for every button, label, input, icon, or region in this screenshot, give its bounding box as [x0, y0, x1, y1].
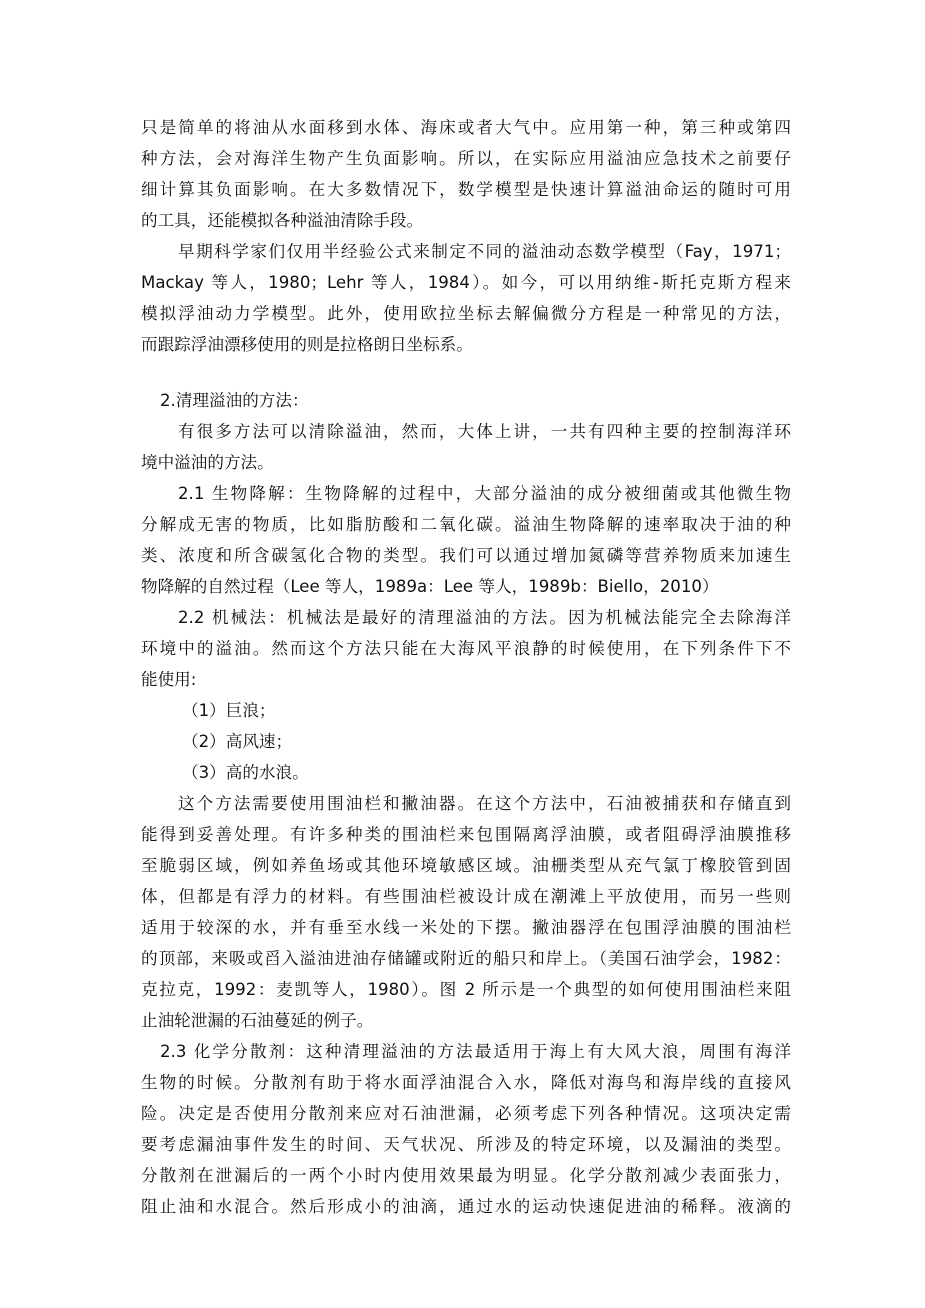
text-line: 阻止油和水混合。然后形成小的油滴，通过水的运动快速促进油的稀释。液滴的 [141, 1197, 791, 1216]
text-line: 止油轮泄漏的石油蔓延的例子。 [141, 1011, 374, 1030]
text-line: 境中溢油的方法。 [141, 453, 274, 472]
text-line: 分解成无害的物质，比如脂肪酸和二氧化碳。溢油生物降解的速率取决于油的种 [141, 515, 791, 534]
text-line: 只是简单的将油从水面移到水体、海床或者大气中。应用第一种，第三种或第四 [141, 118, 791, 137]
list-item: （3）高的水浪。 [182, 763, 309, 782]
text-line: 的工具，还能模拟各种溢油清除手段。 [141, 211, 424, 230]
section-heading: 2.清理溢油的方法： [160, 391, 309, 410]
text-line: 2.1 生物降解：生物降解的过程中，大部分溢油的成分被细菌或其他微生物 [178, 484, 791, 503]
text-line: 2.3 化学分散剂：这种清理溢油的方法最适用于海上有大风大浪，周围有海洋 [160, 1042, 791, 1061]
text-line: Mackay 等人，1980；Lehr 等人，1984）。如今，可以用纳维-斯托克斯方程来 [141, 273, 791, 292]
text-line: 类、浓度和所含碳氢化合物的类型。我们可以通过增加氮磷等营养物质来加速生 [141, 546, 791, 565]
text-line: 克拉克，1992：麦凯等人，1980）。图 2 所示是一个典型的如何使用围油栏来阻 [141, 980, 791, 999]
text-line: 的顶部，来吸或舀入溢油进油存储罐或附近的船只和岸上。（美国石油学会，1982： [141, 949, 791, 968]
text-line: 细计算其负面影响。在大多数情况下，数学模型是快速计算溢油命运的随时可用 [141, 180, 791, 199]
list-item: （1）巨浪； [182, 701, 276, 720]
list-item: （2）高风速； [182, 732, 293, 751]
text-line: 模拟浮油动力学模型。此外，使用欧拉坐标去解偏微分方程是一种常见的方法， [141, 304, 791, 323]
text-line: 至脆弱区域，例如养鱼场或其他环境敏感区域。油栅类型从充气氯丁橡胶管到固 [141, 856, 791, 875]
text-line: 能得到妥善处理。有许多种类的围油栏来包围隔离浮油膜，或者阻碍浮油膜推移 [141, 825, 791, 844]
text-line: 适用于较深的水，并有垂至水线一米处的下摆。撇油器浮在包围浮油膜的围油栏 [141, 918, 791, 937]
text-line: 能使用: [141, 670, 197, 689]
text-line: 环境中的溢油。然而这个方法只能在大海风平浪静的时候使用，在下列条件下不 [141, 639, 791, 658]
text-line: 要考虑漏油事件发生的时间、天气状况、所涉及的特定环境，以及漏油的类型。 [141, 1135, 791, 1154]
text-line: 而跟踪浮油漂移使用的则是拉格朗日坐标系。 [141, 335, 473, 354]
text-line: 这个方法需要使用围油栏和撇油器。在这个方法中，石油被捕获和存储直到 [178, 794, 791, 813]
text-line: 体，但都是有浮力的材料。有些围油栏被设计成在潮滩上平放使用，而另一些则 [141, 887, 791, 906]
text-line: 物降解的自然过程（Lee 等人，1989a：Lee 等人，1989b：Biello，2010） [141, 577, 719, 596]
text-line: 种方法，会对海洋生物产生负面影响。所以，在实际应用溢油应急技术之前要仔 [141, 149, 791, 168]
text-line: 有很多方法可以清除溢油，然而，大体上讲，一共有四种主要的控制海洋环 [178, 422, 791, 441]
text-line: 早期科学家们仅用半经验公式来制定不同的溢油动态数学模型（Fay，1971； [178, 242, 791, 261]
text-line: 生物的时候。分散剂有助于将水面浮油混合入水，降低对海鸟和海岸线的直接风 [141, 1073, 791, 1092]
text-line: 分散剂在泄漏后的一两个小时内使用效果最为明显。化学分散剂减少表面张力， [141, 1166, 791, 1185]
text-line: 2.2 机械法：机械法是最好的清理溢油的方法。因为机械法能完全去除海洋 [178, 608, 791, 627]
text-line: 险。决定是否使用分散剂来应对石油泄漏，必须考虑下列各种情况。这项决定需 [141, 1104, 791, 1123]
